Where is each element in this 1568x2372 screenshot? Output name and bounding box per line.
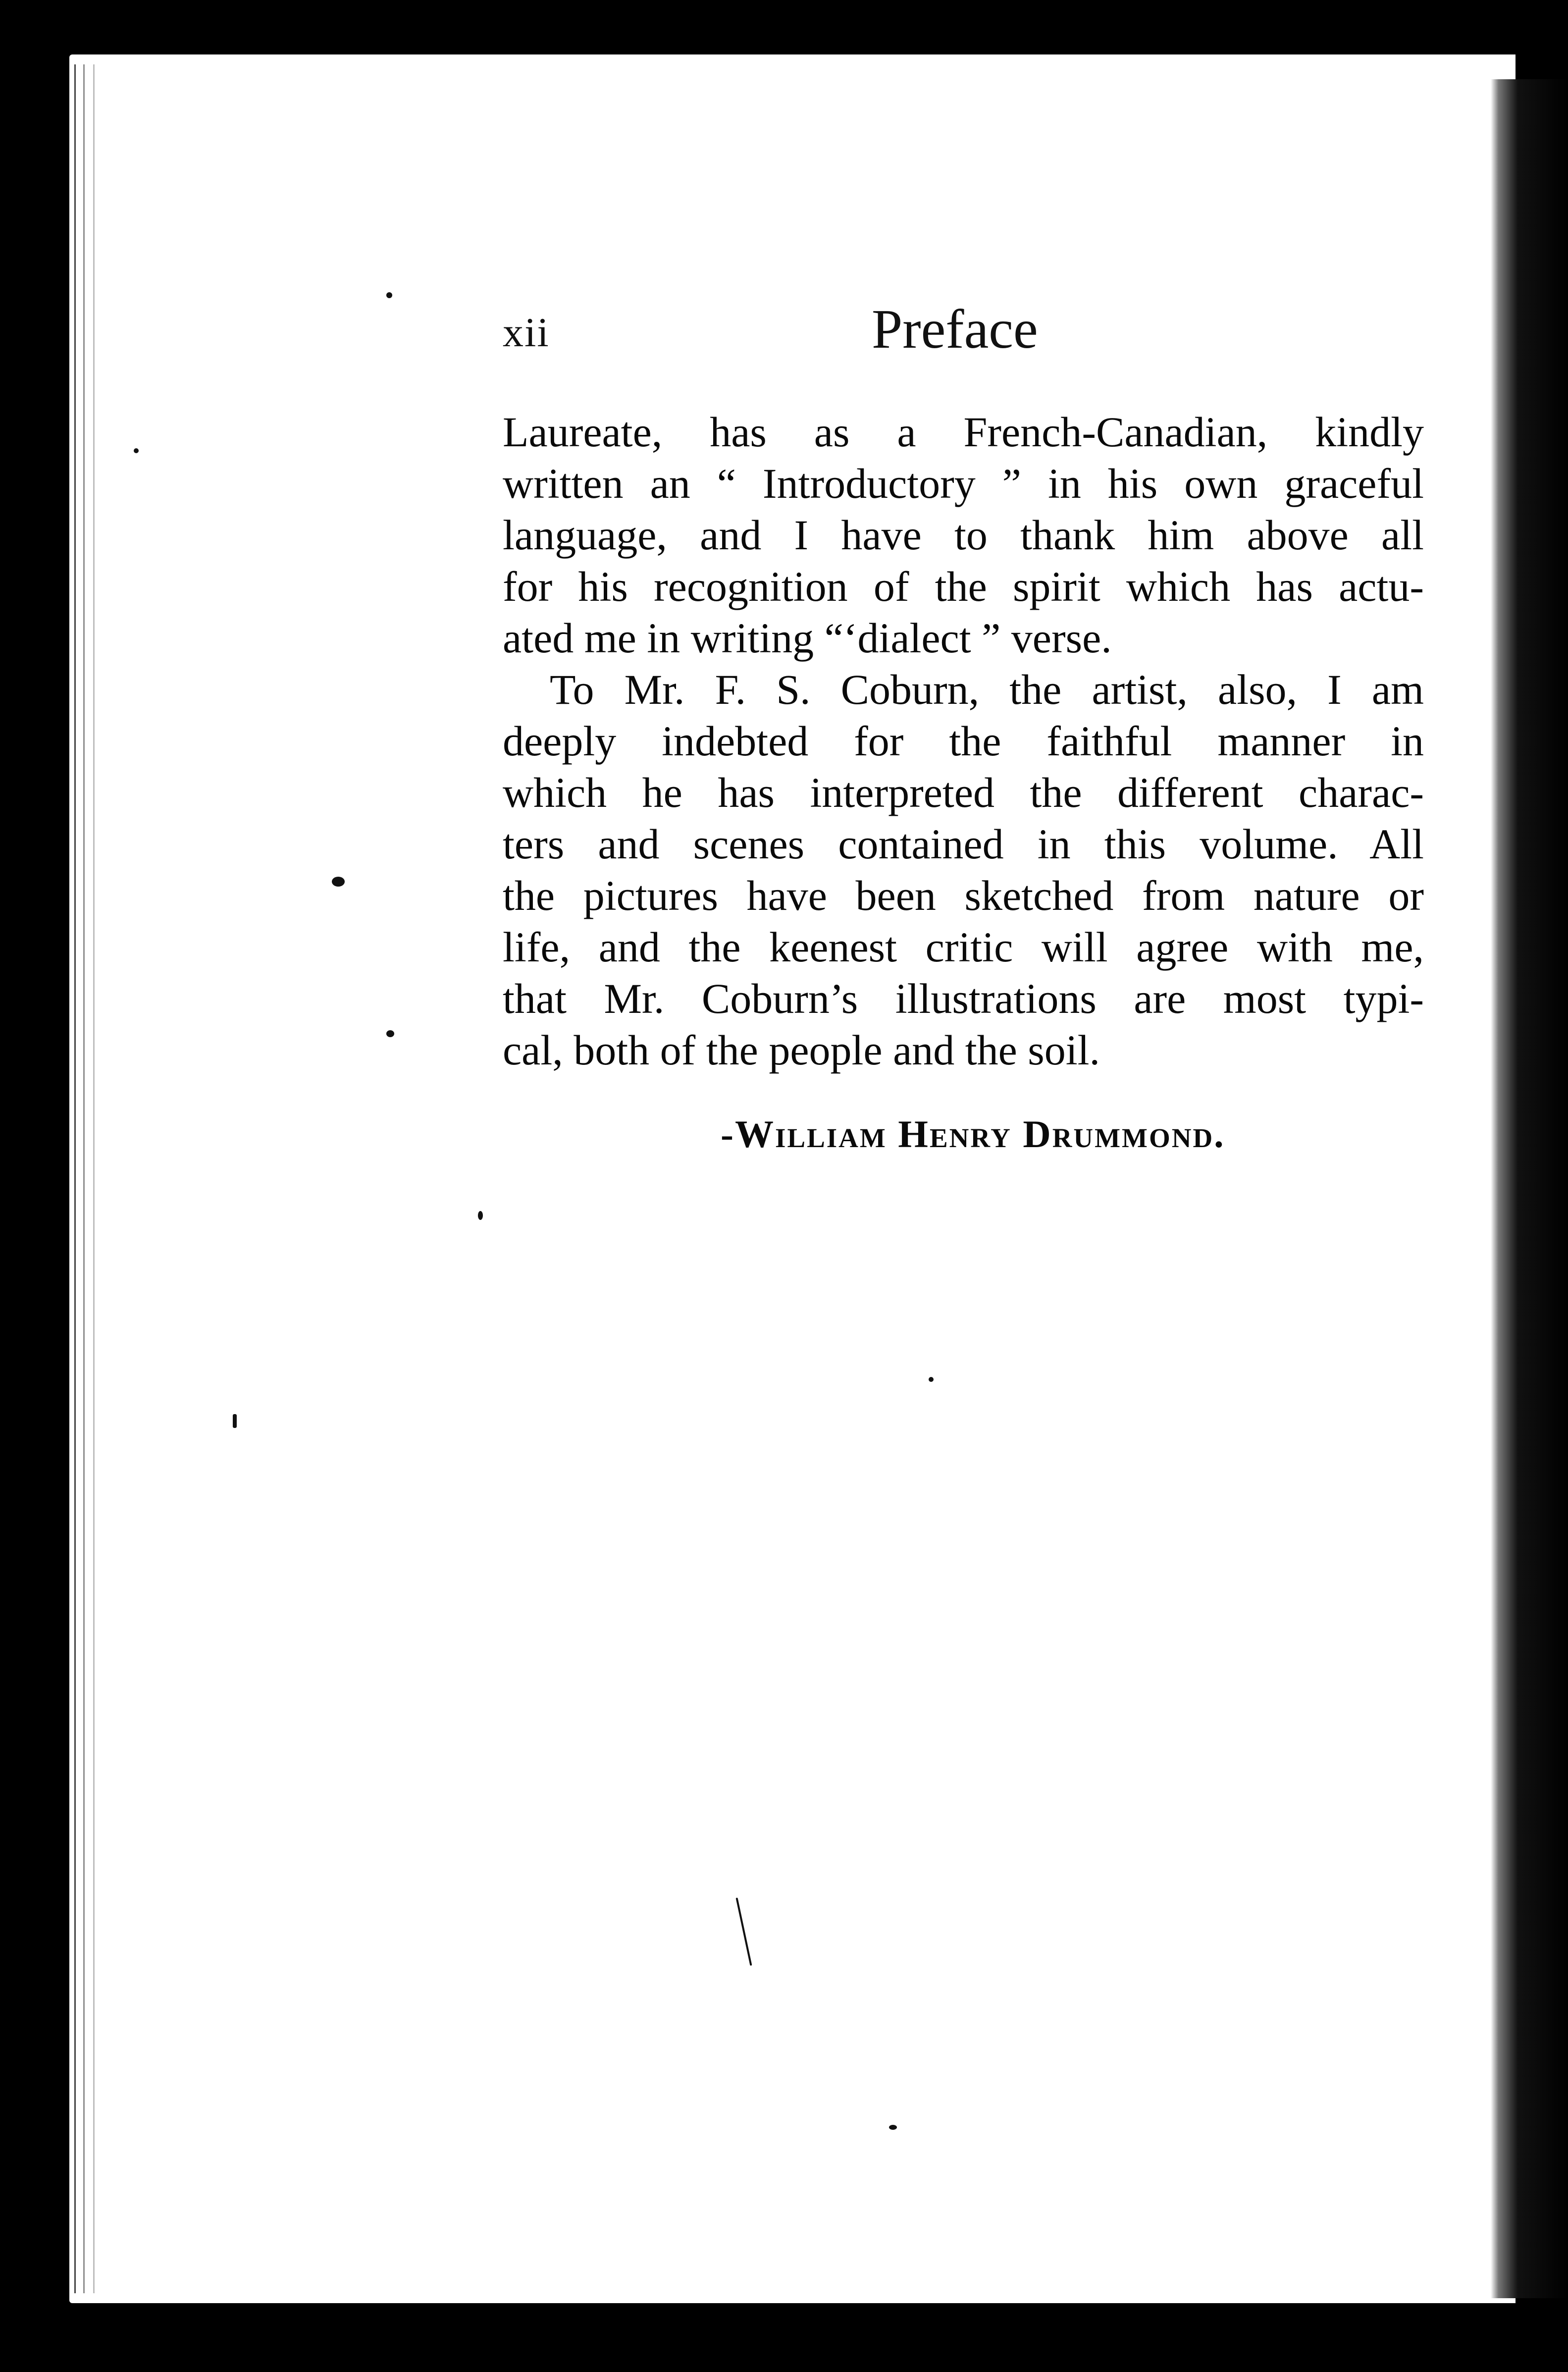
text-line: Laureate, has as a French-Canadian, kindly: [503, 408, 1424, 456]
text-line: ated me in writing “‘dialect ” verse.: [503, 614, 1112, 662]
scan-speck: [929, 1377, 934, 1382]
scan-speck: [332, 877, 345, 887]
scan-speck: [386, 292, 392, 298]
text-line: for his recognition of the spirit which has actu-: [503, 563, 1424, 610]
text-line: cal, both of the people and the soil.: [503, 1026, 1100, 1074]
text-line: life, and the keenest critic will agree with me,: [503, 923, 1424, 971]
gutter-line: [93, 64, 95, 2293]
gutter-line: [83, 64, 85, 2293]
author-signature: -William Henry Drummond.: [721, 1112, 1225, 1156]
text-line: To Mr. F. S. Coburn, the artist, also, I am: [550, 666, 1424, 713]
running-title: Preface: [872, 299, 1038, 360]
text-line: deeply indebted for the faithful manner in: [503, 717, 1424, 765]
scan-speck: [889, 2125, 897, 2130]
scan-speck: [386, 1030, 394, 1037]
scan-speck: [233, 1414, 237, 1428]
gutter-line: [74, 64, 76, 2293]
scan-speck: [478, 1211, 483, 1220]
text-line: the pictures have been sketched from nature or: [503, 872, 1424, 919]
text-line: that Mr. Coburn’s illustrations are most typi-: [503, 975, 1424, 1022]
book-page: [69, 54, 1516, 2303]
page-number: xii: [503, 310, 550, 356]
body-text: [503, 406, 1424, 1076]
text-line: language, and I have to thank him above all: [503, 511, 1424, 559]
page-edge-shadow: [1491, 79, 1568, 2298]
scan-speck: [134, 448, 139, 453]
running-head: [503, 297, 1052, 367]
text-line: written an “ Introductory ” in his own graceful: [503, 460, 1424, 507]
text-line: which he has interpreted the different charac-: [503, 769, 1424, 816]
text-line: ters and scenes contained in this volume. All: [503, 820, 1424, 868]
